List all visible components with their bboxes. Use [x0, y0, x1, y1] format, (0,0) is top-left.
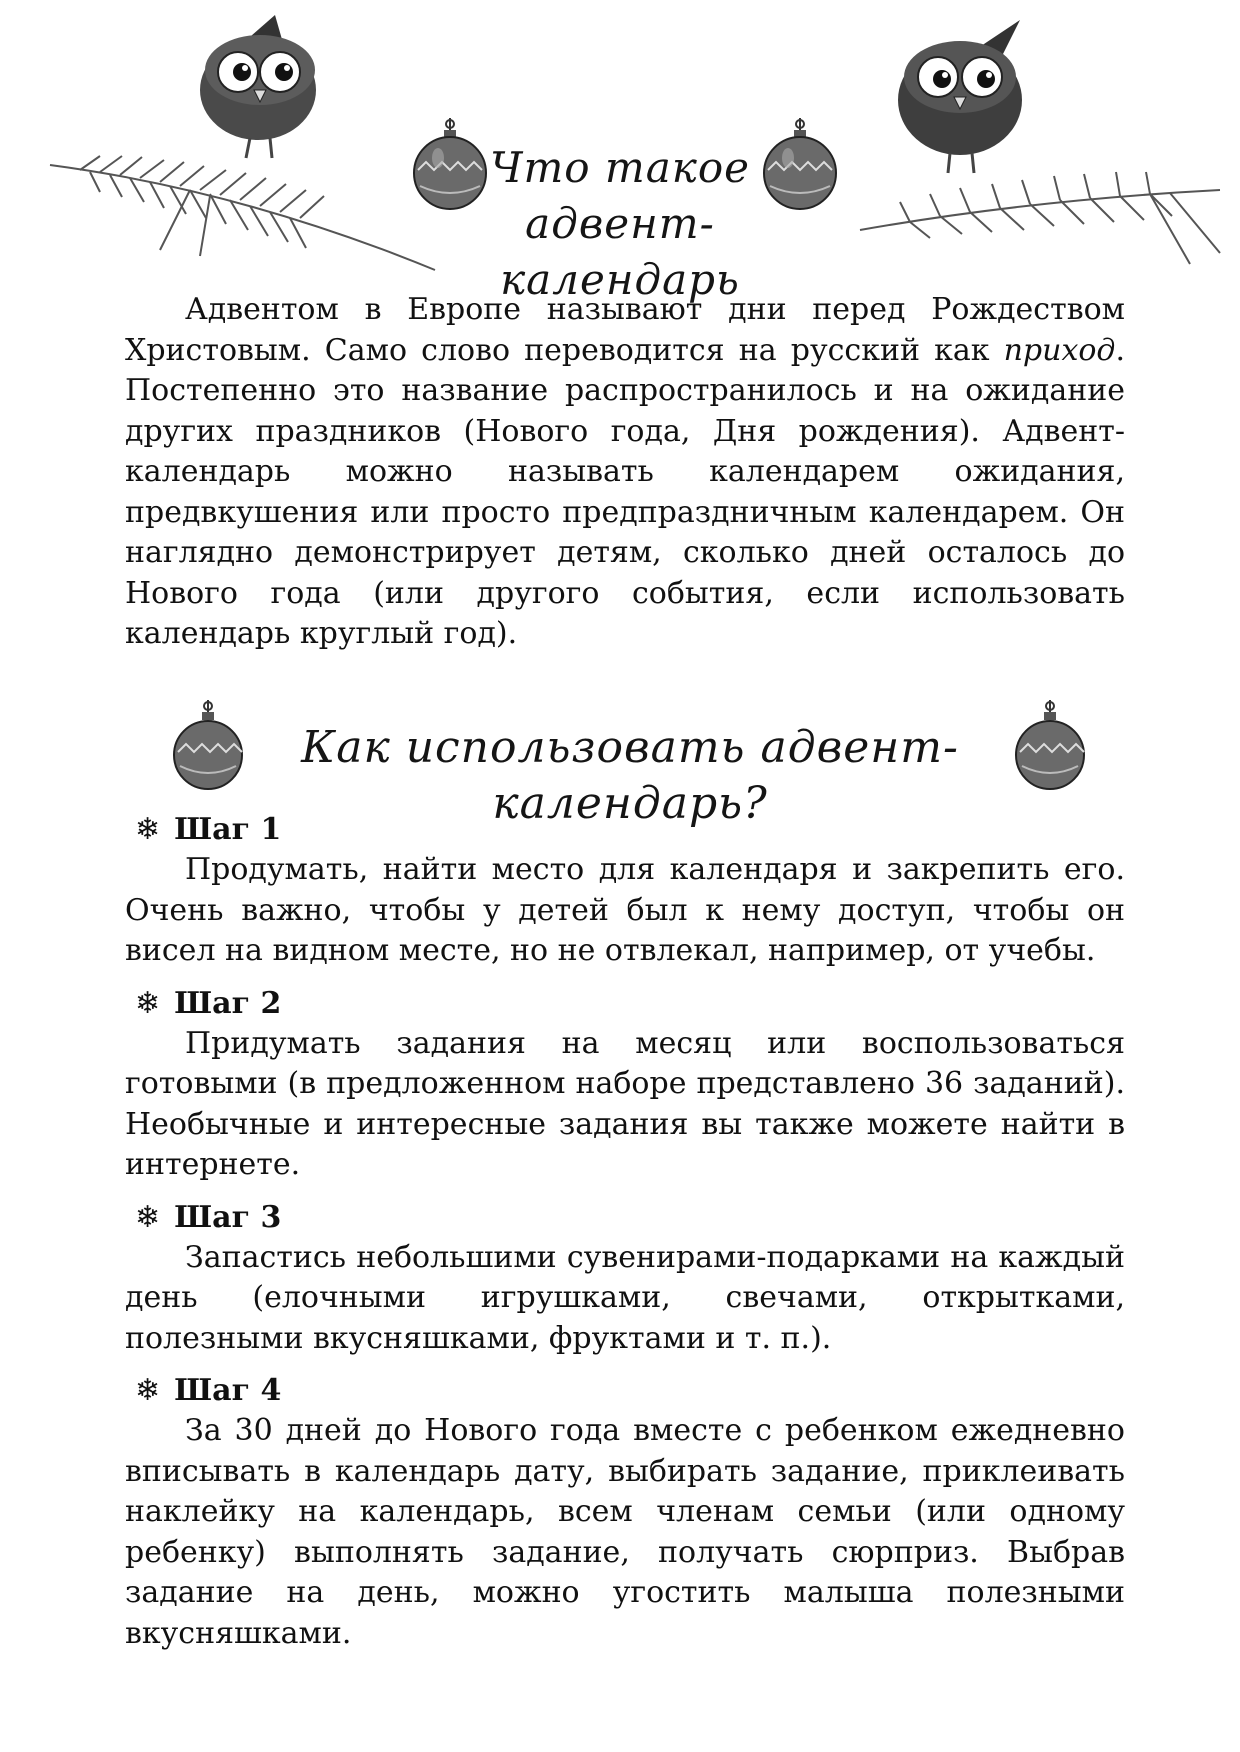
step-item [125, 1371, 1125, 1654]
section-title: Как использовать адвент-календарь? [301, 722, 959, 829]
owl-left-icon [180, 10, 330, 160]
step-text: Продумать, найти место для календаря и закрепить его. Очень важно, чтобы у детей был к нему доступ, чтобы он висел на видном месте, но не отвлекал, например, от учебы. [125, 852, 1125, 968]
step-heading [135, 810, 1125, 850]
snowflake-icon: ❄ [135, 1373, 161, 1408]
intro-emphasis: приход [1003, 332, 1116, 368]
step-item [125, 810, 1125, 972]
step-label: Шаг 3 [174, 1199, 282, 1235]
step-heading [135, 1198, 1125, 1238]
step-heading [135, 1371, 1125, 1411]
ornament-icon [168, 700, 248, 800]
step-label: Шаг 4 [174, 1373, 282, 1408]
step-text: Придумать задания на месяц или воспользоваться готовыми (в предложенном наборе представлено 36 заданий). Необычные и интересные задания вы также можете найти в интернете. [125, 1025, 1125, 1182]
page-title [430, 140, 810, 308]
snowflake-icon: ❄ [135, 985, 161, 1021]
title-line-1: Что такое [489, 143, 750, 192]
title-line-2: адвент-календарь [500, 199, 740, 304]
ornament-icon [1010, 700, 1090, 800]
step-text: Запастись небольшими сувенирами-подарками на каждый день (елочными игрушками, свечами, открытками, полезными вкусняшками, фруктами и т. п.). [125, 1239, 1125, 1356]
step-text: За 30 дней до Нового года вместе с ребенком ежедневно вписывать в календарь дату, выбирать задание, приклеивать наклейку на календарь, всем членам семьи (или одному ребенку) выполнять задание, получать сюрприз. Выбрав задание на день, можно угостить малыша полезными вкусняшками. [125, 1413, 1125, 1651]
snowflake-icon: ❄ [135, 1199, 161, 1235]
step-label: Шаг 2 [174, 985, 282, 1021]
step-heading [135, 984, 1125, 1024]
step-item [125, 1198, 1125, 1360]
step-label: Шаг 1 [174, 812, 282, 847]
intro-paragraph [125, 290, 1125, 655]
step-item [125, 984, 1125, 1186]
intro-text-rest: . Постепенно это название распространилось и на ожидание других праздников (Нового года, Дня рождения). Адвент-календарь можно называть календарем ожидания, предвкушения или просто предпраздничным календарем. Он наглядно демонстрирует детям, сколько дней осталось до Нового года (или другого события, если использовать календарь круглый год). [125, 332, 1125, 651]
steps-list [125, 810, 1125, 1654]
intro-text: Адвентом в Европе называют дни перед Рождеством Христовым. Само слово переводится на русский как [125, 292, 1125, 368]
fir-branch-right-icon [850, 150, 1230, 280]
snowflake-icon: ❄ [135, 812, 161, 847]
